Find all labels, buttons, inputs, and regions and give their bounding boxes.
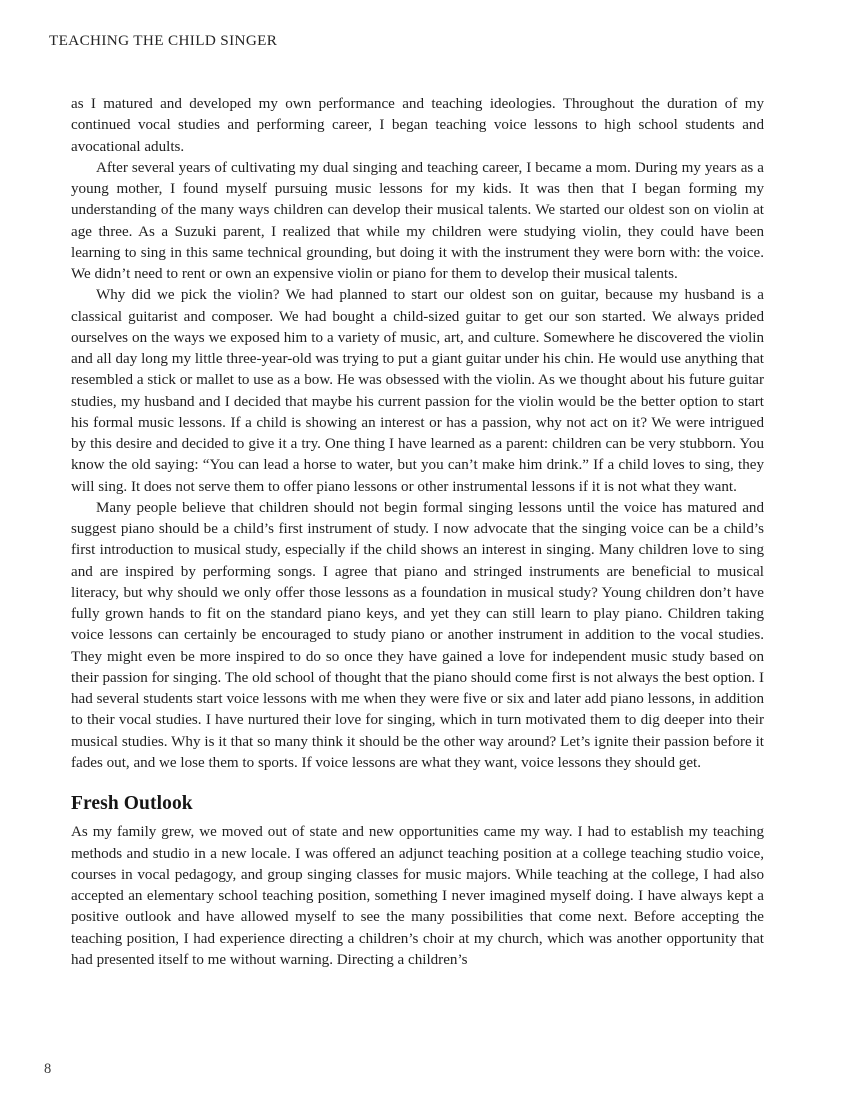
body-paragraph: Why did we pick the violin? We had planned to start our oldest son on guitar, because my husband is a classical guitarist and composer. We had bought a child-sized guitar to get our son started. We always prided ourselves on the ways we exposed him to a variety of music, art, and culture. Somewhere he discovered the violin and all day long my little three-year-old was trying to put a giant guitar under his chin. He would use anything that resembled a stick or mallet to use as a bow. He was obsessed with the violin. As we thought about his future guitar studies, my husband and I decided that maybe his current passion for the violin would be the better option to start his formal music lessons. If a child is showing an interest or has a passion, why not act on it? We were intrigued by this desire and decided to give it a try. One thing I have learned as a parent: children can be very stubborn. You know the old saying: “You can lead a horse to water, but you can’t make him drink.” If a child loves to sing, they will sing. It does not serve them to offer piano lessons or other instrumental lessons if it is not what they want. [71, 287, 764, 495]
page-number: 8 [44, 1061, 52, 1077]
section-paragraph: As my family grew, we moved out of state and new opportunities came my way. I had to establish my teaching methods and studio in a new locale. I was offered an adjunct teaching position at a college teaching studio voice, courses in vocal pedagogy, and group singing classes for music majors. While teaching at the college, I had also accepted an elementary school teaching position, something I never imagined myself doing. I have always kept a positive outlook and have allowed myself to see the many possibilities that come next. Before accepting the teaching position, I had experience directing a children’s choir at my church, which was another opportunity that had presented itself to me without warning. Directing a children’s [71, 824, 764, 968]
body-paragraph: Many people believe that children should not begin formal singing lessons until the voice has matured and suggest piano should be a child’s first instrument of study. I now advocate that the singing voice can be a child’s first introduction to musical study, especially if the child shows an interest in singing. Many children love to sing and are inspired by performing songs. I agree that piano and stringed instruments are beneficial to musical literacy, but why should we only offer those lessons as a foundation in musical study? Young children don’t have fully grown hands to fit on the standard piano keys, and yet they can still learn to play piano. Children taking voice lessons can certainly be encouraged to study piano or another instrument in addition to the vocal studies. They might even be more inspired to do so once they have gained a love for independent music study based on their passion for singing. The old school of thought that the piano should come first is not always the best option. I had several students start voice lessons with me when they were five or six and later add piano lessons, in addition to their vocal studies. I have nurtured their love for singing, which in turn motivated them to dig deeper into their musical studies. Why is it that so many think it should be the other way around? Let’s ignite their passion before it fades out, and we lose them to sports. If voice lessons are what they want, voice lessons they should get. [71, 499, 764, 771]
section-heading-fresh-outlook: Fresh Outlook [71, 793, 193, 814]
body-text-column [71, 94, 764, 971]
body-paragraph: as I matured and developed my own performance and teaching ideologies. Throughout the duration of my continued vocal studies and performing career, I began teaching voice lessons to high school students and avocational adults. [71, 96, 764, 155]
body-paragraph: After several years of cultivating my dual singing and teaching career, I became a mom. During my years as a young mother, I found myself pursuing music lessons for my kids. It was then that I began forming my understanding of the many ways children can develop their musical talents. We started our oldest son on violin at age three. As a Suzuki parent, I realized that while my children were studying violin, they could have been learning to sing in this same technical grounding, but doing it with the instrument they were born with: the voice. We didn’t need to rent or own an expensive violin or piano for them to develop their musical talents. [71, 159, 764, 282]
running-header: TEACHING THE CHILD SINGER [49, 32, 278, 49]
